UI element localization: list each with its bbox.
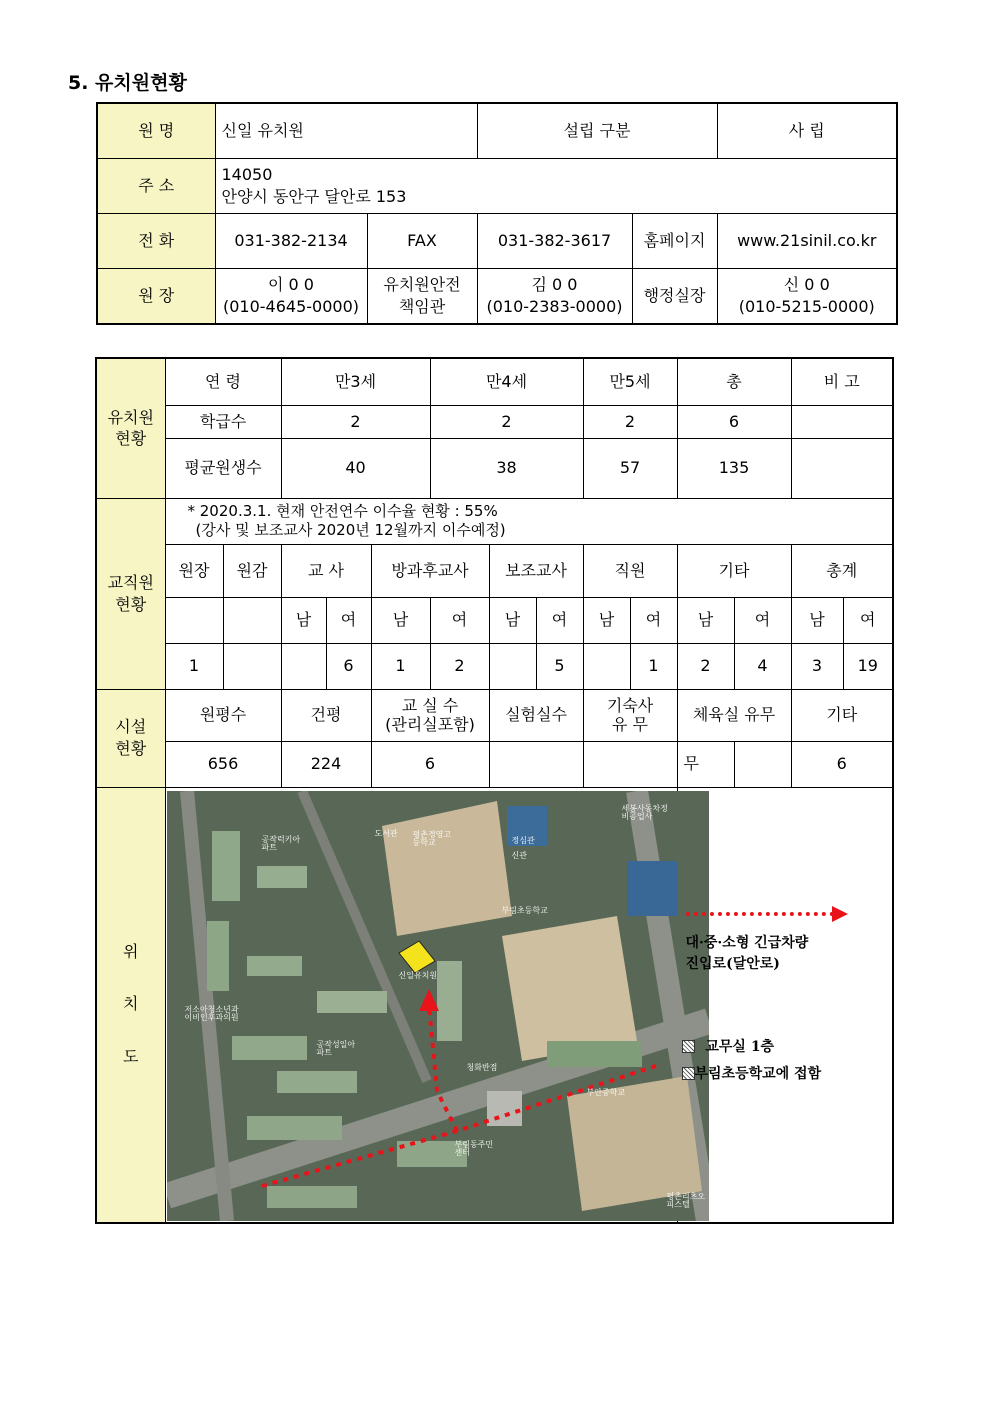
- type-value: 사 립: [717, 103, 897, 159]
- gender-male: 남: [791, 597, 843, 643]
- route-arrow: [686, 906, 848, 920]
- staff-count: [583, 643, 630, 689]
- staff-header-teacher: 교 사: [281, 544, 371, 597]
- avg-students-remarks: [791, 438, 893, 498]
- map-label: 정심관: [511, 835, 535, 845]
- staff-count: 19: [843, 643, 893, 689]
- director-phone: (010-4645-0000): [222, 297, 359, 316]
- map-legend: [677, 787, 893, 1223]
- safety-label-line2: 책임관: [398, 297, 446, 316]
- map-label: 청화반점: [466, 1062, 498, 1072]
- map-label: 도서관: [374, 828, 398, 838]
- hatch-icon: [682, 1040, 695, 1053]
- map-label: 부림동주민센터: [454, 1139, 494, 1158]
- staff-header-total: 총계: [791, 544, 893, 597]
- director-cell: [215, 269, 367, 325]
- facility-area-value: 656: [165, 741, 281, 787]
- staff-count: [281, 643, 326, 689]
- remarks-header: 비 고: [791, 358, 893, 405]
- class-count-total: 6: [677, 405, 791, 438]
- gender-male: 남: [371, 597, 430, 643]
- address-zip: 14050: [221, 165, 273, 185]
- section-label-line2: 현황: [115, 429, 147, 449]
- staff-header-vice: 원감: [223, 544, 281, 597]
- director-label: 원 장: [97, 269, 215, 325]
- facility-gym-value: 무: [677, 741, 734, 787]
- class-count-label: 학급수: [165, 405, 281, 438]
- map-cell: [165, 787, 706, 1223]
- location-map: [167, 791, 709, 1221]
- safety-officer-name: 김 0 0: [531, 275, 578, 295]
- staff-count: 3: [791, 643, 843, 689]
- training-note-line2: (강사 및 보조교사 2020년 12월까지 이수예정): [195, 521, 506, 539]
- fax-label: FAX: [367, 214, 477, 269]
- staff-count: 1: [630, 643, 677, 689]
- admin-name: 신 0 0: [783, 275, 830, 295]
- map-label: 저소아청소년과이비인후과의원: [184, 1004, 239, 1023]
- age3-header: 만3세: [281, 358, 430, 405]
- staff-count: 1: [371, 643, 430, 689]
- facility-dorm-value: [583, 741, 677, 787]
- avg-students-age4: 38: [430, 438, 583, 498]
- safety-label-line1: 유치원안전: [383, 275, 461, 295]
- facility-header-area: 원평수: [165, 689, 281, 741]
- section-label-line1: 교직원: [107, 572, 154, 592]
- facility-other-value: 6: [791, 741, 893, 787]
- avg-students-age3: 40: [281, 438, 430, 498]
- name-value: 신일 유치원: [215, 103, 477, 159]
- address-value: 안양시 동안구 달안로 153: [221, 187, 407, 206]
- fax-value: 031-382-3617: [477, 214, 632, 269]
- section-label-line1: 시설: [115, 717, 147, 737]
- dorm-line1: 기숙사: [606, 695, 654, 715]
- avg-students-total: 135: [677, 438, 791, 498]
- map-label: 평촌경영고등학교: [412, 829, 452, 848]
- type-label: 설립 구분: [477, 103, 717, 159]
- route-label-line2: 진입로(달안로): [685, 955, 780, 972]
- gender-female: 여: [630, 597, 677, 643]
- facility-labs-value: [489, 741, 583, 787]
- section-label-line2: 현황: [115, 594, 147, 614]
- address-cell: [215, 159, 897, 214]
- classrooms-line2: (관리실포함): [385, 715, 475, 734]
- facility-building-value: 224: [281, 741, 371, 787]
- admin-cell: [717, 269, 897, 325]
- avg-students-label: 평균원생수: [165, 438, 281, 498]
- name-label: 원 명: [97, 103, 215, 159]
- avg-students-age5: 57: [583, 438, 677, 498]
- gender-female: 여: [843, 597, 893, 643]
- gender-cell-empty: [223, 597, 281, 643]
- admin-phone: (010-5215-0000): [738, 297, 875, 316]
- classrooms-line1: 교 실 수: [401, 695, 459, 715]
- training-note-line1: * 2020.3.1. 현재 안전연수 이수율 현황 : 55%: [187, 501, 498, 520]
- director-name: 이 0 0: [268, 275, 314, 295]
- class-count-age4: 2: [430, 405, 583, 438]
- staff-header-assistant: 보조교사: [489, 544, 583, 597]
- phone-value: 031-382-2134: [215, 214, 367, 269]
- legend-text-office: 교무실 1층: [705, 1038, 775, 1055]
- aerial-map-image: [167, 791, 709, 1221]
- gender-female: 여: [430, 597, 489, 643]
- map-label: 부림초등학교: [501, 905, 548, 915]
- staff-count: [489, 643, 536, 689]
- dorm-line2: 유 무: [612, 715, 648, 734]
- facility-header-labs: 실험실수: [489, 689, 583, 741]
- map-label: 신관: [511, 850, 527, 860]
- status-table: [95, 357, 894, 1224]
- class-count-age5: 2: [583, 405, 677, 438]
- gender-male: 남: [489, 597, 536, 643]
- gender-female: 여: [734, 597, 791, 643]
- section-label-line1: 유치원: [107, 407, 154, 427]
- safety-officer-phone: (010-2383-0000): [486, 297, 623, 316]
- age5-header: 만5세: [583, 358, 677, 405]
- total-header: 총: [677, 358, 791, 405]
- facility-status-label: [96, 689, 165, 787]
- staff-header-afterschool: 방과후교사: [371, 544, 489, 597]
- facility-header-gym: 체육실 유무: [677, 689, 791, 741]
- map-label: 신일유치원: [398, 970, 438, 980]
- homepage-value: www.21sinil.co.kr: [717, 214, 897, 269]
- section-title: 5. 유치원현황: [68, 72, 187, 94]
- map-label: 부안중학교: [586, 1087, 626, 1097]
- safety-officer-label: [367, 269, 477, 325]
- legend-item-office: [682, 1038, 775, 1057]
- training-note: [165, 498, 893, 544]
- facility-header-classrooms: [371, 689, 489, 741]
- age-header: 연 령: [165, 358, 281, 405]
- section-label-line2: 현황: [115, 739, 147, 758]
- homepage-label: 홈페이지: [632, 214, 717, 269]
- gender-female: 여: [326, 597, 371, 643]
- map-label: 공작럭키아파트: [261, 834, 301, 853]
- gender-cell-empty: [165, 597, 223, 643]
- gender-male: 남: [281, 597, 326, 643]
- staff-status-label: [96, 498, 165, 689]
- class-count-age3: 2: [281, 405, 430, 438]
- staff-header-employee: 직원: [583, 544, 677, 597]
- facility-classrooms-value: 6: [371, 741, 489, 787]
- facility-header-other: 기타: [791, 689, 893, 741]
- staff-count: 5: [536, 643, 583, 689]
- facility-header-building: 건평: [281, 689, 371, 741]
- location-label: [96, 787, 165, 1223]
- route-label-line1: 대·중·소형 긴급차량: [685, 934, 809, 951]
- staff-count: 2: [430, 643, 489, 689]
- map-label: 세봉사동차정비공업사: [621, 803, 668, 822]
- hatch-icon: [682, 1067, 695, 1080]
- gender-male: 남: [677, 597, 734, 643]
- kindergarten-status-label: [96, 358, 165, 498]
- map-label: 공작성일아파트: [316, 1039, 356, 1058]
- gender-male: 남: [583, 597, 630, 643]
- map-label: 평촌리츠오피스텔: [666, 1191, 706, 1210]
- class-count-remarks: [791, 405, 893, 438]
- staff-count: 1: [165, 643, 223, 689]
- legend-text-school: 부림초등학교에 접함: [694, 1065, 822, 1082]
- staff-count: 2: [677, 643, 734, 689]
- gender-female: 여: [536, 597, 583, 643]
- address-label: 주 소: [97, 159, 215, 214]
- legend-item-school: [682, 1065, 822, 1084]
- location-label-line2: 치: [123, 994, 139, 1014]
- staff-count: [223, 643, 281, 689]
- facility-header-dorm: [583, 689, 677, 741]
- staff-count: 6: [326, 643, 371, 689]
- age4-header: 만4세: [430, 358, 583, 405]
- location-label-line3: 도: [123, 1047, 139, 1067]
- staff-count: 4: [734, 643, 791, 689]
- info-table: [96, 102, 898, 325]
- location-label-line1: 위: [123, 941, 139, 961]
- staff-header-other: 기타: [677, 544, 791, 597]
- admin-label: 행정실장: [632, 269, 717, 325]
- safety-officer-cell: [477, 269, 632, 325]
- staff-header-director: 원장: [165, 544, 223, 597]
- route-label: [686, 933, 809, 975]
- facility-gym-empty: [734, 741, 791, 787]
- phone-label: 전 화: [97, 214, 215, 269]
